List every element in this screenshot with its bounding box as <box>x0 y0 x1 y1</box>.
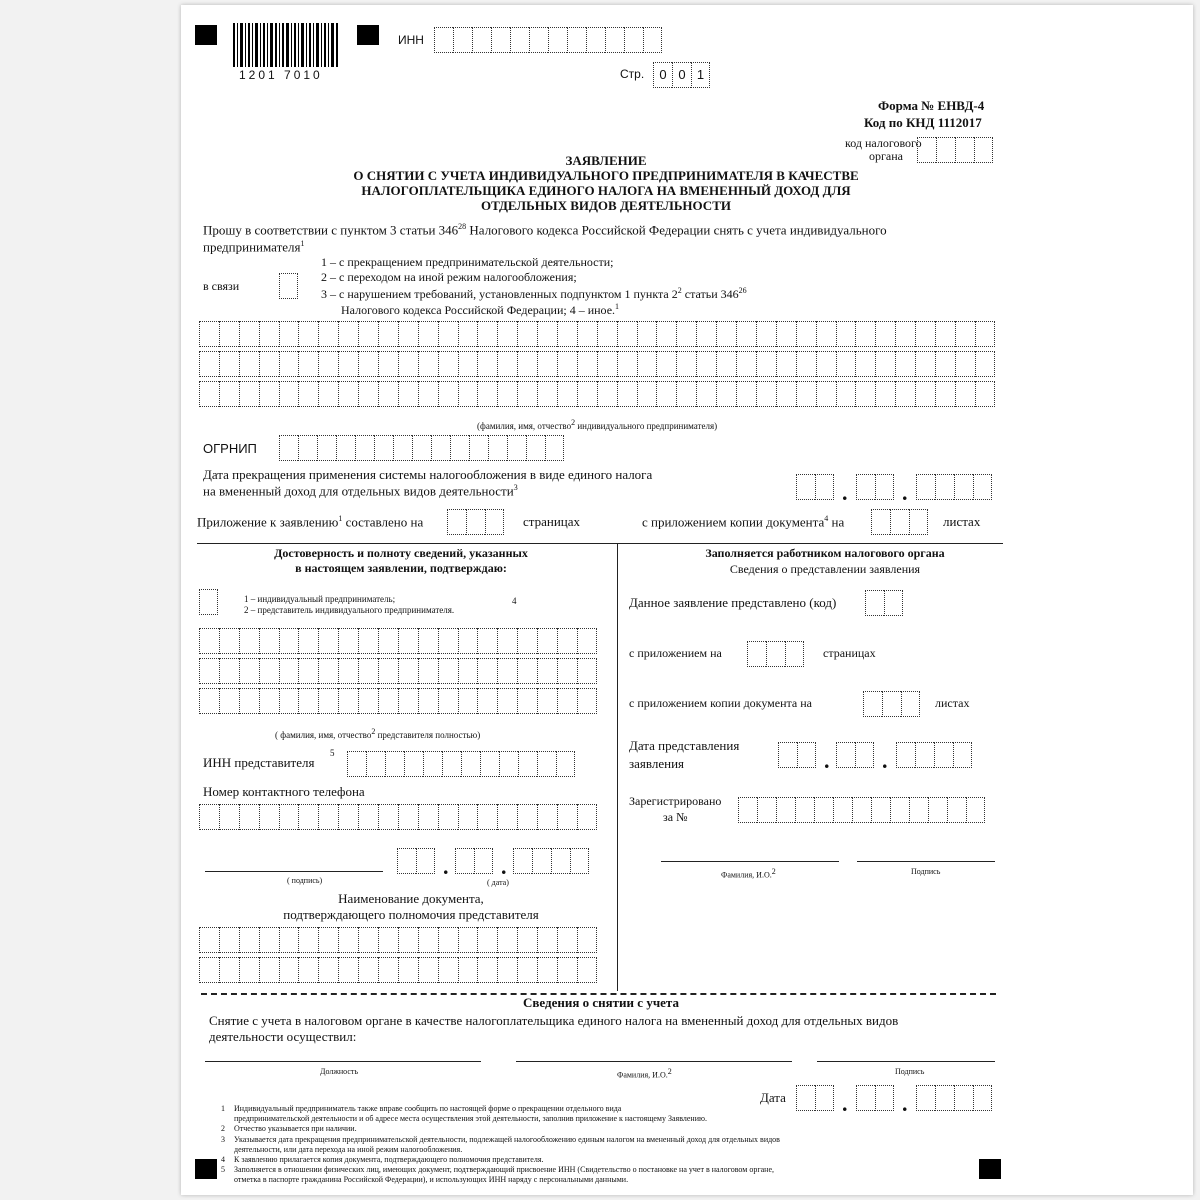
footnote <box>221 1165 941 1175</box>
reason-option-3 <box>321 286 747 302</box>
sheets-label: листах <box>935 696 970 710</box>
label-line: подтверждающего полномочия представителя <box>283 907 539 922</box>
request-text-part: Налогового кодекса Российской Федерации снять с учета индивидуального <box>466 222 887 238</box>
end-date-label: Дата прекращения применения системы налогообложения в виде единого налога <box>203 467 653 482</box>
barcode-image <box>231 23 341 67</box>
reason-option-4 <box>341 302 619 318</box>
label-line: Наименование документа, <box>338 891 484 906</box>
position-line <box>205 1061 481 1062</box>
officer-signature-line <box>857 861 995 862</box>
caption-part: ( фамилия, имя, отчество <box>275 730 372 740</box>
title-line: ЗАЯВЛЕНИЕ <box>565 153 647 168</box>
rep-fio-row[interactable] <box>199 688 597 714</box>
end-date-year[interactable] <box>916 474 992 500</box>
reason-text-part: статьи 346 <box>681 287 739 301</box>
knd-code: Код по КНД 1112017 <box>864 115 982 130</box>
footnote-number: 3 <box>221 1134 225 1144</box>
footnote-ref: 1 <box>615 302 620 311</box>
inn-rep-label <box>203 755 314 771</box>
end-date-label-2 <box>203 483 518 499</box>
sign-date-day[interactable] <box>397 848 435 874</box>
footnote-ref: 2 <box>667 1067 672 1076</box>
sign-date-month[interactable] <box>455 848 493 874</box>
footnote-text: деятельности, или дата перехода на иной режим налогообложения. <box>234 1144 463 1154</box>
signer-option-2: 2 – представитель индивидуального предпринимателя. <box>244 605 455 615</box>
date-separator: . <box>882 748 888 773</box>
rep-fio-caption <box>275 727 480 740</box>
section-divider <box>197 543 1003 544</box>
title-line: в настоящем заявлении, подтверждаю: <box>295 561 507 575</box>
footnote-text: предпринимательской деятельности и об адресе места осуществления этой деятельности, заполнив приложение к настоящему Заявлению. <box>234 1114 707 1124</box>
submission-date-year[interactable] <box>896 742 972 768</box>
fio-input-row[interactable] <box>199 381 995 407</box>
rep-fio-row[interactable] <box>199 628 597 654</box>
request-text-part: предпринимателя <box>203 239 301 255</box>
removal-text-2: деятельности осуществил: <box>209 1029 357 1044</box>
sheets-label: листах <box>943 514 981 529</box>
footnote <box>221 1175 941 1185</box>
with-pages-label: с приложением на <box>629 646 722 660</box>
footnote-ref: 28 <box>458 222 467 231</box>
date-separator: . <box>824 748 830 773</box>
ogrnip-input[interactable] <box>279 435 564 461</box>
corner-marker-bottom-left <box>195 1159 217 1179</box>
corner-marker-bottom-right <box>979 1159 1001 1179</box>
reason-option-1: 1 – с прекращением предпринимательской деятельности; <box>321 255 614 269</box>
ogrnip-label: ОГРНИП <box>203 441 257 456</box>
date-separator: . <box>443 854 449 879</box>
footnote-ref: 2 <box>571 418 576 427</box>
officer-fio-caption <box>721 867 776 880</box>
page-digit: 0 <box>672 62 691 88</box>
signer-option-1: 1 – индивидуальный предприниматель; <box>244 594 396 604</box>
date-caption: ( дата) <box>487 878 509 887</box>
authority-doc-row[interactable] <box>199 927 597 953</box>
officer-signature-caption: Подпись <box>911 867 941 876</box>
caption-part: индивидуального предпринимателя) <box>575 421 718 431</box>
label-part: ИНН представителя <box>203 755 315 770</box>
title-line: ОТДЕЛЬНЫХ ВИДОВ ДЕЯТЕЛЬНОСТИ <box>481 198 731 213</box>
footnote-number: 4 <box>221 1155 225 1165</box>
attachment-pages-input[interactable] <box>447 509 504 535</box>
column-divider <box>617 543 618 991</box>
position-caption: Должность <box>320 1067 359 1076</box>
end-date-month[interactable] <box>856 474 894 500</box>
authority-doc-label <box>241 891 581 923</box>
right-section-subtitle: Сведения о представлении заявления <box>729 562 921 576</box>
with-pages-input[interactable] <box>747 641 804 667</box>
caption-part: представителя полностью) <box>375 730 481 740</box>
request-text-part: Прошу в соответствии с пунктом 3 статьи 346 <box>203 222 459 238</box>
date-separator: . <box>902 1091 908 1116</box>
label-line: за № <box>663 810 688 824</box>
footnote-text: отметка в паспорте гражданина Российской Федерации), и использующих ИНН наряду с персональными данными. <box>234 1175 629 1185</box>
barcode-number: 1201 7010 <box>239 68 323 82</box>
footnote-ref: 1 <box>338 514 343 523</box>
removal-title: Сведения о снятии с учета <box>523 995 679 1010</box>
submitted-code-input[interactable] <box>865 590 903 616</box>
copies-sheets-input[interactable] <box>871 509 928 535</box>
fio-input[interactable] <box>199 321 995 407</box>
fio-input-row[interactable] <box>199 321 995 347</box>
date-separator: . <box>902 480 908 505</box>
footnote-ref: 4 <box>824 514 829 523</box>
tax-code-label: код налогового <box>845 136 922 150</box>
pages-label: страницах <box>523 514 581 529</box>
label-part: с приложением копии документа <box>642 514 825 530</box>
footnote-text: Заполняется в отношении физических лиц, имеющих документ, подтверждающий присвоение ИНН (Свидетельство о постановке на учет в налоговом органе, <box>234 1165 774 1175</box>
submitted-code-label: Данное заявление представлено (код) <box>629 595 837 610</box>
footnotes <box>221 1104 941 1186</box>
corner-marker-top-left <box>195 25 217 45</box>
footnote-ref: 3 <box>513 483 518 492</box>
footnote <box>221 1124 941 1134</box>
footnote-ref: 2 <box>677 286 682 295</box>
footnote-number: 5 <box>221 1165 225 1175</box>
footnote-text: Указывается дата прекращения предпринимательской деятельности, подлежащей налогообложению единым налогом на вмененный доход для отдельных видов <box>234 1134 780 1144</box>
page-digit: 0 <box>653 62 672 88</box>
label-part: на <box>828 514 845 530</box>
date-separator: . <box>501 854 507 879</box>
caption-part: Фамилия, И.О. <box>721 870 772 880</box>
left-section-title <box>201 546 601 576</box>
removal-fio-line <box>516 1061 792 1062</box>
with-copies-input[interactable] <box>863 691 920 717</box>
registration-number-input[interactable] <box>738 797 985 823</box>
reason-label: в связи <box>203 279 240 293</box>
footnote-ref: 2 <box>771 867 776 876</box>
pages-label: страницах <box>823 646 876 660</box>
reason-code-input[interactable] <box>279 273 298 299</box>
page-label: Стр. <box>620 67 645 81</box>
submission-date-month[interactable] <box>836 742 874 768</box>
request-text-2 <box>203 239 305 255</box>
removal-date-label: Дата <box>760 1090 786 1105</box>
end-date-day[interactable] <box>796 474 834 500</box>
inn-label: ИНН <box>398 33 424 47</box>
footnote-text: Индивидуальный предприниматель также вправе сообщить по настоящей форме о прекращении отдельного вида <box>234 1104 622 1113</box>
footnote-number: 2 <box>221 1124 225 1134</box>
label-part: Приложение к заявлению <box>197 514 339 530</box>
removal-text: Снятие с учета в налоговом органе в качестве налогоплательщика единого налога на вмененный доход для отдельных видов <box>209 1013 899 1028</box>
footnote-ref: 4 <box>512 596 517 606</box>
page-number-input[interactable] <box>653 62 710 88</box>
representative-fio-input[interactable] <box>199 628 597 714</box>
signature-line <box>205 871 383 872</box>
officer-fio-line <box>661 861 839 862</box>
footnote-text: Отчество указывается при наличии. <box>234 1124 357 1134</box>
caption-part: (фамилия, имя, отчество <box>477 421 572 431</box>
submission-date-day[interactable] <box>778 742 816 768</box>
label-line: заявления <box>629 756 685 771</box>
request-text <box>203 222 887 238</box>
label-line: Дата представления <box>629 738 740 753</box>
removal-fio-caption <box>617 1067 672 1080</box>
page-digit: 1 <box>691 62 710 88</box>
form-title: Форма № ЕНВД-4 <box>878 98 985 113</box>
footnote <box>221 1155 941 1165</box>
date-separator: . <box>842 1091 848 1116</box>
label-line: Зарегистрировано <box>629 794 722 808</box>
reason-option-2: 2 – с переходом на иной режим налогообложения; <box>321 270 577 284</box>
date-separator: . <box>842 480 848 505</box>
form-page <box>181 5 1193 1195</box>
sign-date-year[interactable] <box>513 848 589 874</box>
footnote <box>221 1145 941 1155</box>
title-line: Достоверность и полноту сведений, указанных <box>274 546 528 560</box>
footnote-ref: 5 <box>330 748 335 758</box>
phone-label: Номер контактного телефона <box>203 784 365 799</box>
footnote <box>221 1104 941 1114</box>
signer-type-input[interactable] <box>199 589 218 615</box>
document-title <box>241 153 971 213</box>
right-section-title: Заполняется работником налогового органа <box>705 546 945 560</box>
removal-signature-caption: Подпись <box>895 1067 925 1076</box>
footnote <box>221 1135 941 1145</box>
rep-fio-row[interactable] <box>199 658 597 684</box>
footnote-number: 1 <box>221 1104 225 1113</box>
fio-input-row[interactable] <box>199 351 995 377</box>
title-line: О СНЯТИИ С УЧЕТА ИНДИВИДУАЛЬНОГО ПРЕДПРИНИМАТЕЛЯ В КАЧЕСТВЕ <box>353 168 859 183</box>
with-copies-label: с приложением копии документа на <box>629 696 812 710</box>
footnote-ref: 2 <box>371 727 376 736</box>
authority-doc-row[interactable] <box>199 957 597 983</box>
caption-part: Фамилия, И.О. <box>617 1070 668 1080</box>
removal-signature-line <box>817 1061 995 1062</box>
copies-label <box>642 514 844 530</box>
reason-text-part: Налогового кодекса Российской Федерации; 4 – иное. <box>341 303 616 317</box>
footnote-text: К заявлению прилагается копия документа, подтверждающего полномочия представителя. <box>234 1155 544 1165</box>
label-part: на вмененный доход для отдельных видов деятельности <box>203 483 514 499</box>
reason-text-part: 3 – с нарушением требований, установленных подпунктом 1 пункта 2 <box>321 287 678 301</box>
inn-input[interactable] <box>434 27 662 53</box>
title-line: НАЛОГОПЛАТЕЛЬЩИКА ЕДИНОГО НАЛОГА НА ВМЕНЕННЫЙ ДОХОД ДЛЯ <box>361 183 851 198</box>
tax-code-label-2: органа <box>869 149 903 163</box>
submission-date-label <box>629 737 739 773</box>
corner-marker-top-right <box>357 25 379 45</box>
fio-caption <box>477 418 717 431</box>
phone-input[interactable] <box>199 804 597 830</box>
footnote-ref: 26 <box>738 286 747 295</box>
inn-rep-input[interactable] <box>347 751 575 777</box>
signature-caption: ( подпись) <box>287 876 323 885</box>
footnote-ref: 1 <box>300 239 305 248</box>
footnote <box>221 1114 941 1124</box>
registered-label <box>629 793 721 825</box>
authority-doc-input[interactable] <box>199 927 597 983</box>
label-part: составлено на <box>342 514 424 530</box>
attachment-label <box>197 514 423 530</box>
